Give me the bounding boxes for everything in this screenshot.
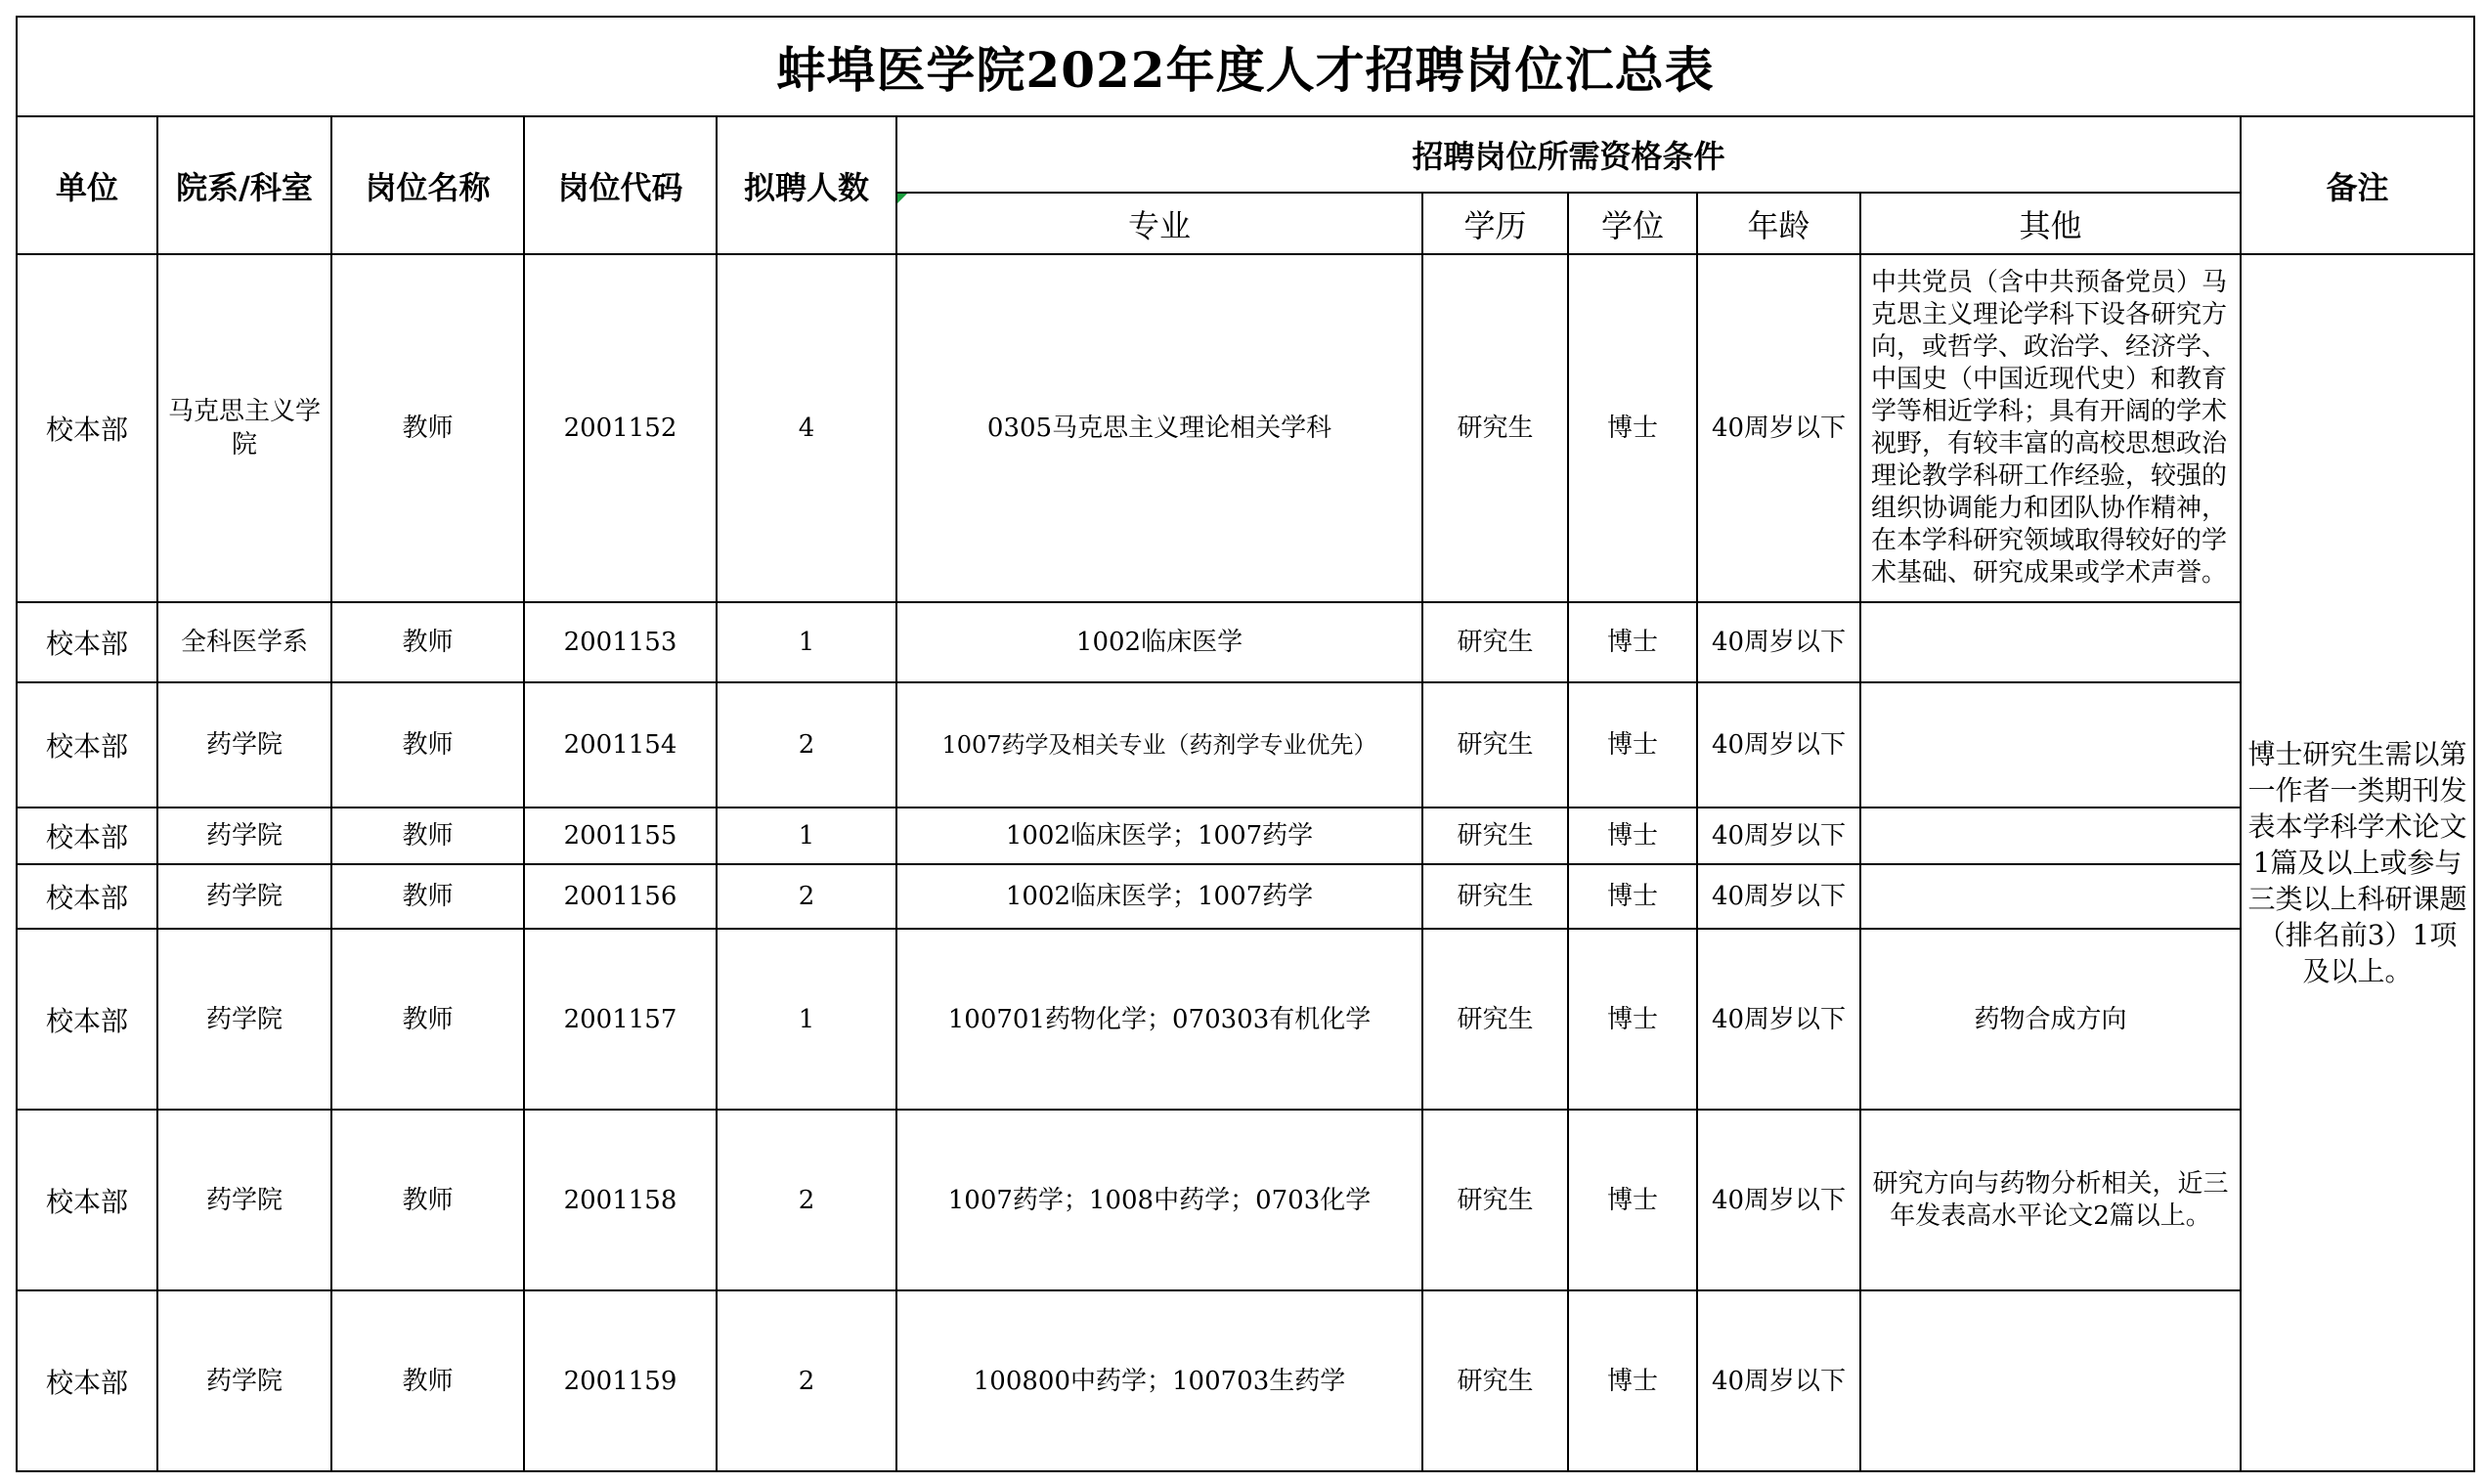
cell-unit: 校本部 [17,682,157,807]
cell-code: 2001156 [524,864,717,929]
cell-other [1860,1290,2241,1471]
cell-degree: 博士 [1568,864,1697,929]
header-major: 专业 [896,193,1422,254]
table-row [17,1290,2474,1471]
header-age: 年龄 [1697,193,1860,254]
cell-unit: 校本部 [17,1290,157,1471]
header-other: 其他 [1860,193,2241,254]
header-count: 拟聘人数 [717,116,896,254]
cell-degree: 博士 [1568,602,1697,682]
cell-position: 教师 [331,1110,524,1290]
cell-other: 中共党员（含中共预备党员）马克思主义理论学科下设各研究方向，或哲学、政治学、经济学、中国史（中国近现代史）和教育学等相近学科；具有开阔的学术视野，有较丰富的高校思想政治理论教学科研工作经验，较强的组织协调能力和团队协作精神，在本学科研究领域取得较好的学术基础、研究成果或学术声誉。 [1860,254,2241,602]
cell-position: 教师 [331,1290,524,1471]
table-row [17,929,2474,1110]
cell-age: 40周岁以下 [1697,1110,1860,1290]
cell-major: 1007药学；1008中药学；0703化学 [896,1110,1422,1290]
cell-position: 教师 [331,864,524,929]
cell-department: 药学院 [157,1290,331,1471]
cell-position: 教师 [331,254,524,602]
cell-count: 2 [717,682,896,807]
header-degree: 学位 [1568,193,1697,254]
cell-code: 2001154 [524,682,717,807]
cell-other: 研究方向与药物分析相关，近三年发表高水平论文2篇以上。 [1860,1110,2241,1290]
cell-age: 40周岁以下 [1697,929,1860,1110]
cell-age: 40周岁以下 [1697,602,1860,682]
cell-code: 2001158 [524,1110,717,1290]
recruitment-table [16,16,2475,1472]
cell-unit: 校本部 [17,254,157,602]
cell-major: 100800中药学；100703生药学 [896,1290,1422,1471]
cell-age: 40周岁以下 [1697,254,1860,602]
cell-count: 1 [717,807,896,864]
cell-position: 教师 [331,682,524,807]
cell-education: 研究生 [1422,864,1568,929]
cell-unit: 校本部 [17,864,157,929]
table-row [17,602,2474,682]
cell-major: 0305马克思主义理论相关学科 [896,254,1422,602]
cell-other [1860,602,2241,682]
cell-unit: 校本部 [17,602,157,682]
cell-count: 2 [717,1290,896,1471]
table-row [17,682,2474,807]
cell-age: 40周岁以下 [1697,807,1860,864]
cell-major: 100701药物化学；070303有机化学 [896,929,1422,1110]
cell-unit: 校本部 [17,807,157,864]
cell-department: 药学院 [157,929,331,1110]
cell-age: 40周岁以下 [1697,1290,1860,1471]
cell-age: 40周岁以下 [1697,682,1860,807]
cell-major: 1002临床医学；1007药学 [896,864,1422,929]
cell-degree: 博士 [1568,929,1697,1110]
cell-department: 药学院 [157,682,331,807]
cell-department: 药学院 [157,807,331,864]
cell-department: 全科医学系 [157,602,331,682]
header-code: 岗位代码 [524,116,717,254]
cell-degree: 博士 [1568,1290,1697,1471]
table-row [17,1110,2474,1290]
cell-unit: 校本部 [17,929,157,1110]
cell-degree: 博士 [1568,807,1697,864]
cell-remarks: 博士研究生需以第一作者一类期刊发表本学科学术论文1篇及以上或参与三类以上科研课题（排名前3）1项及以上。 [2241,254,2474,1471]
cell-code: 2001157 [524,929,717,1110]
cell-department: 马克思主义学院 [157,254,331,602]
cell-count: 4 [717,254,896,602]
cell-code: 2001153 [524,602,717,682]
cell-department: 药学院 [157,1110,331,1290]
cell-code: 2001152 [524,254,717,602]
table-row [17,807,2474,864]
header-qualifications: 招聘岗位所需资格条件 [896,116,2241,193]
header-department: 院系/科室 [157,116,331,254]
cell-major: 1002临床医学 [896,602,1422,682]
header-unit: 单位 [17,116,157,254]
cell-count: 1 [717,929,896,1110]
header-position: 岗位名称 [331,116,524,254]
cell-unit: 校本部 [17,1110,157,1290]
cell-education: 研究生 [1422,807,1568,864]
cell-degree: 博士 [1568,254,1697,602]
header-education: 学历 [1422,193,1568,254]
cell-other [1860,807,2241,864]
cell-other: 药物合成方向 [1860,929,2241,1110]
cell-degree: 博士 [1568,1110,1697,1290]
cell-position: 教师 [331,807,524,864]
cell-department: 药学院 [157,864,331,929]
cell-education: 研究生 [1422,682,1568,807]
cell-count: 2 [717,864,896,929]
cell-other [1860,864,2241,929]
cell-education: 研究生 [1422,254,1568,602]
table-row [17,864,2474,929]
table-row [17,254,2474,602]
cell-code: 2001155 [524,807,717,864]
cell-education: 研究生 [1422,1290,1568,1471]
cell-count: 1 [717,602,896,682]
recruitment-table-sheet [16,16,2475,1472]
cell-other [1860,682,2241,807]
cell-major: 1007药学及相关专业（药剂学专业优先） [896,682,1422,807]
cell-code: 2001159 [524,1290,717,1471]
cell-count: 2 [717,1110,896,1290]
page-title: 蚌埠医学院2022年度人才招聘岗位汇总表 [17,17,2474,116]
header-remarks: 备注 [2241,116,2474,254]
cell-major: 1002临床医学；1007药学 [896,807,1422,864]
cell-age: 40周岁以下 [1697,864,1860,929]
cell-education: 研究生 [1422,602,1568,682]
cell-position: 教师 [331,602,524,682]
cell-education: 研究生 [1422,929,1568,1110]
cell-education: 研究生 [1422,1110,1568,1290]
cell-position: 教师 [331,929,524,1110]
cell-degree: 博士 [1568,682,1697,807]
